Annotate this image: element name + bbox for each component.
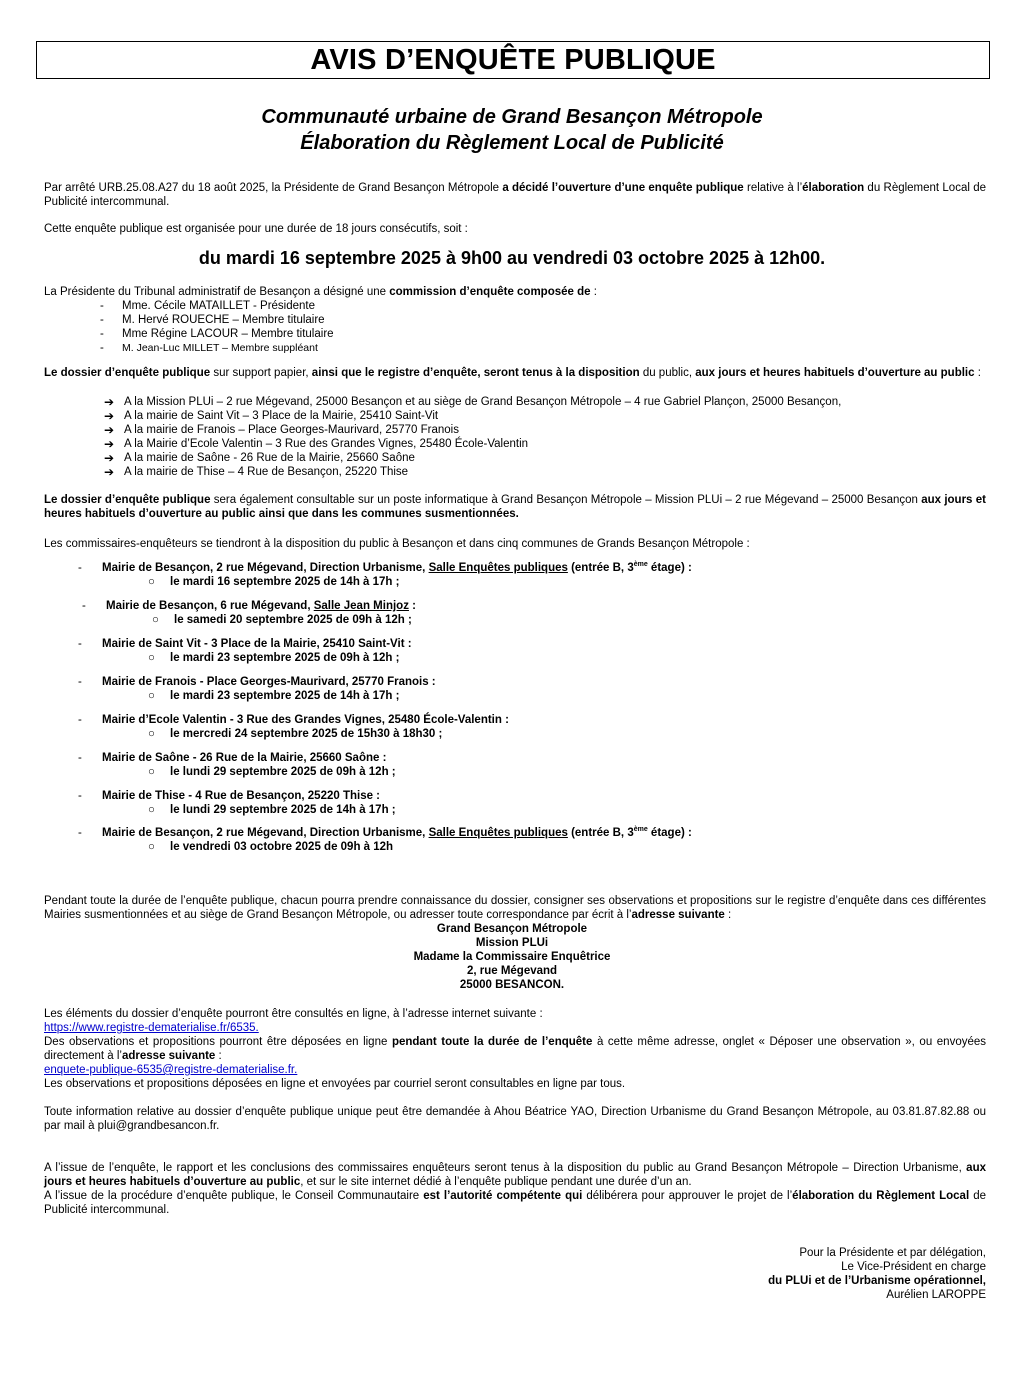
issue-text-2: , et sur le site internet dédié à l’enquête publique pendant une durée d’un an. <box>300 1176 692 1188</box>
date-text: le vendredi 03 octobre 2025 de 09h à 12h <box>170 841 394 853</box>
address-line: Grand Besançon Métropole <box>436 923 588 935</box>
dash-bullet: - <box>100 314 104 326</box>
observations-text: Pendant toute la durée de l’enquête publique, chacun pourra prendre connaissance du dossier, consigner ses observations et propositions sur le registre d’enquête dans ces différentes Mairies susmentionnées et au siège de Grand Besançon Métropole, ou adresser toute correspondance par écrit à l’ <box>44 895 986 921</box>
commission-text-2: : <box>590 286 597 298</box>
procedure-text-2: , le Conseil Communautaire <box>274 1190 424 1202</box>
member-name: M. Hervé ROUECHE – Membre titulaire <box>122 314 325 326</box>
circle-bullet-icon: ○ <box>148 766 155 778</box>
room-name: Salle Jean Minjoz <box>313 600 409 612</box>
address-line: Mission PLUi <box>475 937 549 949</box>
location-text-2: : <box>408 600 416 612</box>
arrow-right-icon: ➔ <box>104 451 115 465</box>
dossier-text-3: : <box>974 367 981 379</box>
duration-paragraph: Cette enquête publique est organisée pour une durée de 18 jours consécutifs, soit : <box>44 223 468 235</box>
dash-bullet: - <box>78 827 82 839</box>
consult-bold: Le dossier d’enquête publique <box>44 494 211 506</box>
online-bold: pendant toute la durée de l’enquête <box>391 1036 593 1048</box>
intro-paragraph <box>44 181 986 209</box>
enquiry-dates: du mardi 16 septembre 2025 à 9h00 au vendredi 03 octobre 2025 à 12h00. <box>198 248 826 268</box>
location-text: Mairie de Franois - Place Georges-Maurivard, 25770 Franois : <box>102 676 436 688</box>
dash-bullet: - <box>100 328 104 340</box>
location-text-3: étage) : <box>647 827 692 839</box>
room-name: Salle Enquêtes publiques <box>428 827 568 839</box>
consult-bold-2: aux jours et heures habituels d’ouverture au public ainsi que dans les communes susmentionnées. <box>44 494 986 520</box>
commission-bold: commission d’enquête composée de <box>389 286 591 298</box>
date-text: le lundi 29 septembre 2025 de 14h à 17h ; <box>170 804 396 816</box>
consult-paragraph <box>44 493 986 521</box>
arrow-right-icon: ➔ <box>104 437 115 451</box>
location-text: A la mairie de Thise – 4 Rue de Besançon, 25220 Thise <box>124 466 409 478</box>
page-title: AVIS D’ENQUÊTE PUBLIQUE <box>310 44 716 76</box>
observations-paragraph <box>44 894 986 922</box>
procedure-paragraph <box>44 1189 986 1217</box>
procedure-text-4: de Publicité intercommunal. <box>44 1190 986 1216</box>
dash-bullet: - <box>78 638 82 650</box>
dash-bullet: - <box>82 600 86 612</box>
date-text: le lundi 29 septembre 2025 de 09h à 12h ; <box>170 766 396 778</box>
location-text: A la mairie de Saint Vit – 3 Place de la Mairie, 25410 Saint-Vit <box>124 410 439 422</box>
location-text: Mairie de Thise - 4 Rue de Besançon, 25220 Thise : <box>102 790 381 802</box>
circle-bullet-icon: ○ <box>148 804 155 816</box>
dossier-bold: Le dossier d’enquête publique <box>44 367 211 379</box>
title-box <box>36 41 990 79</box>
member-name: Mme. Cécile MATAILLET - Présidente <box>122 300 316 312</box>
location-text-3: étage) : <box>647 562 692 574</box>
location-text: Mairie de Besançon, 2 rue Mégevand, Direction Urbanisme, <box>102 562 429 574</box>
online-text-4: : <box>215 1050 222 1062</box>
observations-bold: adresse suivante <box>631 909 725 921</box>
signature-line: Pour la Présidente et par délégation, <box>799 1247 986 1259</box>
location-text: Mairie de Besançon, 2 rue Mégevand, Direction Urbanisme, <box>102 827 429 839</box>
dash-bullet: - <box>78 562 82 574</box>
circle-bullet-icon: ○ <box>148 690 155 702</box>
intro-bold: a décidé l’ouverture d’une enquête publique <box>502 182 744 194</box>
dash-bullet: - <box>100 342 104 354</box>
location-text: Mairie de Besançon, 6 rue Mégevand, <box>106 600 314 612</box>
circle-bullet-icon: ○ <box>152 614 159 626</box>
location-text: Mairie de Saint Vit - 3 Place de la Mairie, 25410 Saint-Vit : <box>102 638 412 650</box>
observations-text-2: : <box>724 909 732 921</box>
location-text-2: (entrée B, 3 <box>567 562 634 574</box>
arrow-right-icon: ➔ <box>104 465 115 479</box>
location-text: A la mairie de Saône - 26 Rue de la Mairie, 25660 Saône <box>124 452 415 464</box>
online-text-5: Les observations et propositions déposées en ligne et envoyées par courriel seront consultables en ligne par tous. <box>44 1078 626 1090</box>
intro-bold-2: élaboration <box>802 182 865 194</box>
arrow-right-icon: ➔ <box>104 423 115 437</box>
dossier-paragraph <box>44 366 986 380</box>
signature-block <box>768 1246 986 1302</box>
location-text: Mairie d’Ecole Valentin - 3 Rue des Grandes Vignes, 25480 École-Valentin : <box>102 714 509 726</box>
intro-text-2: relative à l’ <box>743 182 803 194</box>
dash-bullet: - <box>78 790 82 802</box>
dash-bullet: - <box>100 300 104 312</box>
online-bold-2: adresse suivante <box>121 1050 216 1062</box>
arrow-right-icon: ➔ <box>104 395 115 409</box>
procedure-bold-2: élaboration du Règlement Local <box>792 1190 970 1202</box>
location-text: A la mairie de Franois – Place Georges-Maurivard, 25770 Franois <box>124 424 459 436</box>
postal-address <box>0 922 1024 992</box>
circle-bullet-icon: ○ <box>148 841 155 853</box>
dossier-bold-2: ainsi que le registre d’enquête, seront tenus à la disposition <box>311 367 640 379</box>
dash-bullet: - <box>78 752 82 764</box>
online-text: Les éléments du dossier d’enquête pourront être consultés en ligne, à l’adresse internet suivante : <box>44 1008 543 1020</box>
procedure-bold: est l’autorité compétente qui <box>423 1190 583 1202</box>
issue-bold: aux jours et heures habituels d’ouverture au public <box>44 1162 986 1188</box>
member-name: Mme Régine LACOUR – Membre titulaire <box>122 328 334 340</box>
location-text: Mairie de Saône - 26 Rue de la Mairie, 25660 Saône : <box>102 752 387 764</box>
address-line: 2, rue Mégevand <box>466 965 558 977</box>
floor-sup: ème <box>633 561 648 569</box>
online-text-3: à cette même adresse, onglet « Déposer une observation », ou envoyées directement à l’ <box>44 1036 987 1062</box>
date-text: le samedi 20 septembre 2025 de 09h à 12h ; <box>174 614 412 626</box>
address-line: Madame la Commissaire Enquêtrice <box>413 951 611 963</box>
intro-text: Par arrêté URB.25.08.A27 du 18 août 2025, la Présidente de Grand Besançon Métropole <box>44 182 503 194</box>
commissioners-paragraph: Les commissaires-enquêteurs se tiendront à la disposition du public à Besançon et dans cinq communes de Grands Besançon Métropole : <box>44 538 750 550</box>
dossier-bold-3: aux jours et heures habituels d’ouverture au public <box>695 367 975 379</box>
info-paragraph: Toute information relative au dossier d’enquête publique unique peut être demandée à Ahou Béatrice YAO, Direction Urbanisme du Grand Besançon Métropole, au 03.81.87.82.88 ou par mail à plui@grandbesancon.fr. <box>44 1106 986 1132</box>
intro-text-3: du Règlement Local de Publicité intercommunal. <box>44 182 986 208</box>
dash-bullet: - <box>78 676 82 688</box>
dossier-text: sur support papier, <box>210 367 312 379</box>
subtitle-authority: Communauté urbaine de Grand Besançon Métropole <box>261 106 763 128</box>
subtitle-subject: Élaboration du Règlement Local de Publicité <box>300 132 724 154</box>
date-text: le mardi 16 septembre 2025 de 14h à 17h ; <box>170 576 400 588</box>
procedure-text: A l’issue de la procédure d’enquête publique <box>44 1190 275 1202</box>
dossier-text-2: du public, <box>639 367 696 379</box>
consult-text: sera également consultable sur un poste informatique à Grand Besançon Métropole – Mission PLUi – 2 rue Mégevand – 25000 Besançon <box>210 494 922 506</box>
signature-line: du PLUi et de l’Urbanisme opérationnel, <box>768 1275 986 1287</box>
floor-sup: ème <box>633 826 648 834</box>
arrow-right-icon: ➔ <box>104 409 115 423</box>
date-text: le mercredi 24 septembre 2025 de 15h30 à 18h30 ; <box>170 728 443 740</box>
signature-name: Aurélien LAROPPE <box>886 1289 986 1301</box>
date-text: le mardi 23 septembre 2025 de 09h à 12h ; <box>170 652 400 664</box>
room-name: Salle Enquêtes publiques <box>428 562 568 574</box>
address-line: 25000 BESANCON. <box>459 979 565 991</box>
issue-text: A l’issue de l’enquête, le rapport et les conclusions des commissaires enquêteurs seront tenus à la disposition du public au Grand Besançon Métropole – Direction Urbanisme, <box>44 1162 967 1174</box>
registre-link[interactable]: https://www.registre-dematerialise.fr/6535. <box>44 1022 259 1034</box>
location-text: A la Mission PLUi – 2 rue Mégevand, 25000 Besançon et au siège de Grand Besançon Métropole – 4 rue Gabriel Plançon, 25000 Besançon, <box>124 396 842 408</box>
commission-text: La Présidente du Tribunal administratif de Besançon a désigné une <box>44 286 390 298</box>
location-text-2: (entrée B, 3 <box>567 827 634 839</box>
date-text: le mardi 23 septembre 2025 de 14h à 17h ; <box>170 690 400 702</box>
commission-paragraph <box>44 285 986 299</box>
online-text-2: Des observations et propositions pourront être déposées en ligne <box>44 1036 392 1048</box>
circle-bullet-icon: ○ <box>148 728 155 740</box>
circle-bullet-icon: ○ <box>148 576 155 588</box>
online-paragraph <box>44 1007 986 1091</box>
member-name: M. Jean-Luc MILLET – Membre suppléant <box>122 342 318 354</box>
circle-bullet-icon: ○ <box>148 652 155 664</box>
location-text: A la Mairie d’Ecole Valentin – 3 Rue des Grandes Vignes, 25480 École-Valentin <box>124 438 529 450</box>
email-link[interactable]: enquete-publique-6535@registre-dematerialise.fr. <box>44 1064 298 1076</box>
issue-paragraph <box>44 1161 986 1189</box>
procedure-text-3: délibérera pour approuver le projet de l’ <box>582 1190 793 1202</box>
signature-line: Le Vice-Président en charge <box>841 1261 986 1273</box>
dash-bullet: - <box>78 714 82 726</box>
